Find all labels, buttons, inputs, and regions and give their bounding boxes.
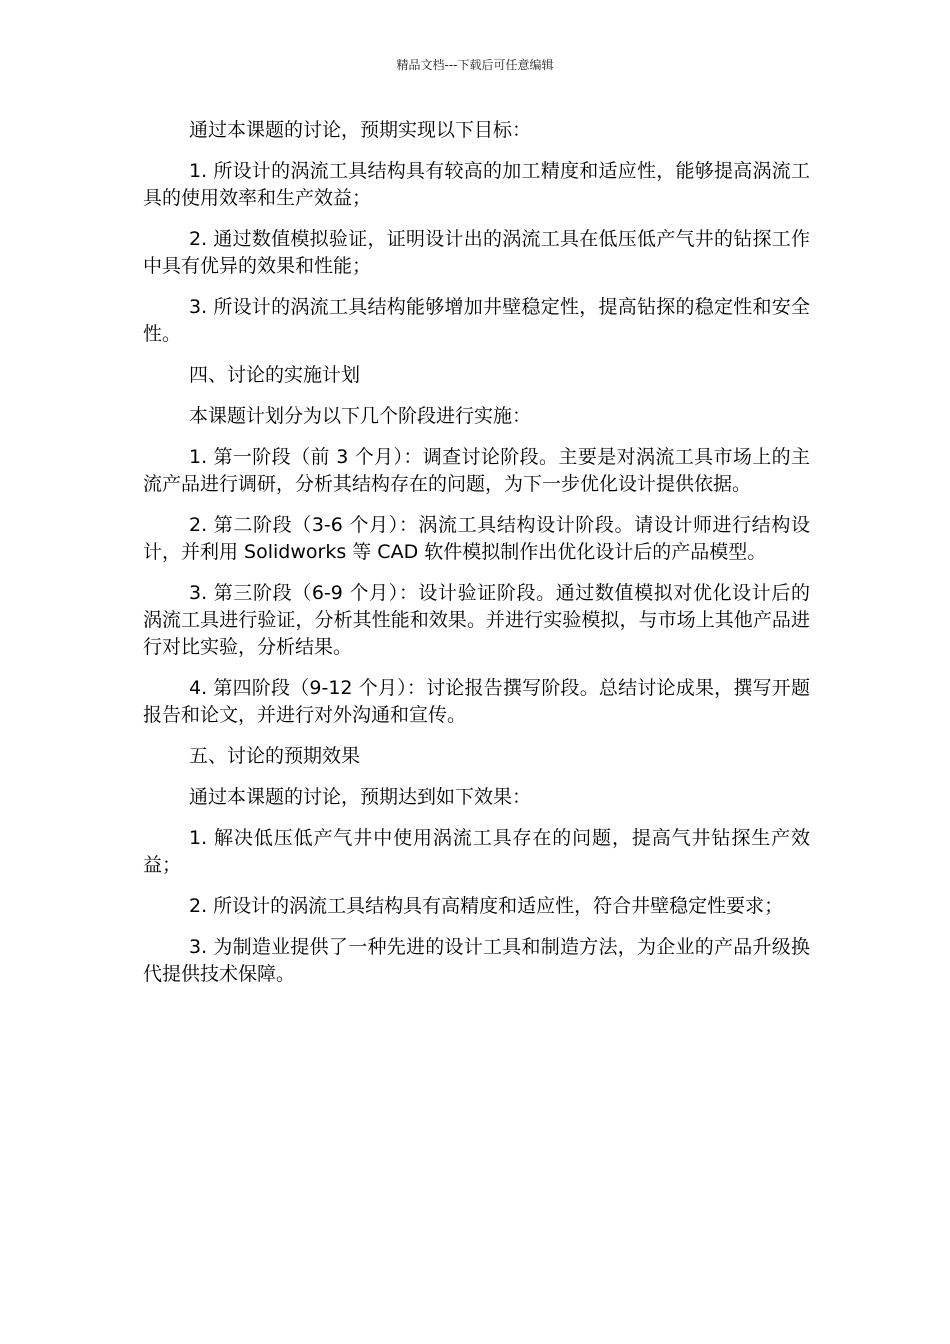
section-heading-plan: 四、讨论的实施计划 — [189, 364, 361, 386]
section-heading-effects: 五、讨论的预期效果 — [189, 745, 361, 767]
paragraph-goal-3: 3. 所设计的涡流工具结构能够增加井壁稳定性，提高钻探的稳定性和安全性。 — [143, 296, 810, 345]
paragraph-effect-3: 3. 为制造业提供了一种先进的设计工具和制造方法，为企业的产品升级换代提供技术保障。 — [143, 936, 810, 985]
paragraph-plan-intro: 本课题计划分为以下几个阶段进行实施： — [189, 405, 532, 427]
paragraph-effect-2: 2. 所设计的涡流工具结构具有高精度和适应性，符合井壁稳定性要求； — [189, 895, 784, 917]
paragraph-phase-2: 2. 第二阶段（3-6 个月）：涡流工具结构设计阶段。请设计师进行结构设计，并利用 Solidworks 等 CAD 软件模拟制作出优化设计后的产品模型。 — [143, 514, 810, 563]
paragraph-effects-intro: 通过本课题的讨论，预期达到如下效果： — [189, 786, 532, 808]
paragraph-goals-intro: 通过本课题的讨论，预期实现以下目标： — [189, 119, 532, 141]
paragraph-goal-1: 1. 所设计的涡流工具结构具有较高的加工精度和适应性，能够提高涡流工具的使用效率和生产效益； — [143, 160, 810, 209]
paragraph-phase-1: 1. 第一阶段（前 3 个月）：调查讨论阶段。主要是对涡流工具市场上的主流产品进行调研，分析其结构存在的问题，为下一步优化设计提供依据。 — [143, 446, 810, 495]
paragraph-phase-4: 4. 第四阶段（9-12 个月）：讨论报告撰写阶段。总结讨论成果，撰写开题报告和论文，并进行对外沟通和宣传。 — [143, 677, 810, 726]
paragraph-goal-2: 2. 通过数值模拟验证，证明设计出的涡流工具在低压低产气井的钻探工作中具有优异的效果和性能； — [143, 228, 810, 277]
document-body — [143, 117, 810, 1002]
paragraph-phase-3: 3. 第三阶段（6-9 个月）：设计验证阶段。通过数值模拟对优化设计后的涡流工具进行验证，分析其性能和效果。并进行实验模拟，与市场上其他产品进行对比实验，分析结果。 — [143, 582, 810, 658]
paragraph-effect-1: 1. 解决低压低产气井中使用涡流工具存在的问题，提高气井钻探生产效益； — [143, 827, 810, 876]
page-header: 精品文档---下载后可任意编辑 — [396, 58, 554, 72]
